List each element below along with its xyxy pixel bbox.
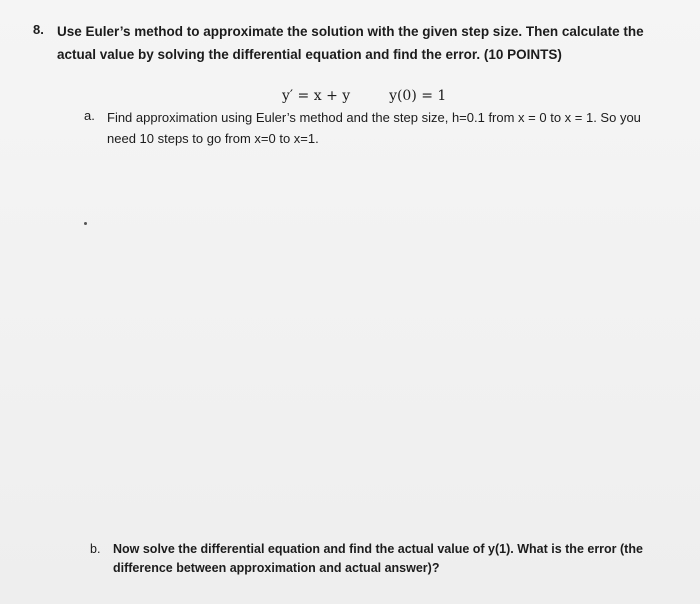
question-text: Use Euler’s method to approximate the solution with the given step size. Then calculate the actual value by solving the differential equation and find the error. (10 POINTS) — [57, 24, 644, 62]
ode-expression: y′ = x + y — [282, 88, 351, 104]
part-b-text: Now solve the differential equation and find the actual value of y(1). What is the error (the difference between approximation and actual answer)? — [113, 542, 643, 575]
initial-condition: y(0) = 1 — [389, 88, 447, 104]
question-number: 8. — [33, 22, 44, 37]
part-a-text: Find approximation using Euler’s method and the step size, h=0.1 from x = 0 to x = 1. So you need 10 steps to go from x=0 to x=1. — [107, 110, 641, 146]
part-a-label: a. — [84, 108, 95, 123]
part-b-label: b. — [90, 542, 101, 556]
differential-equation — [282, 88, 446, 104]
stray-mark — [84, 222, 87, 225]
